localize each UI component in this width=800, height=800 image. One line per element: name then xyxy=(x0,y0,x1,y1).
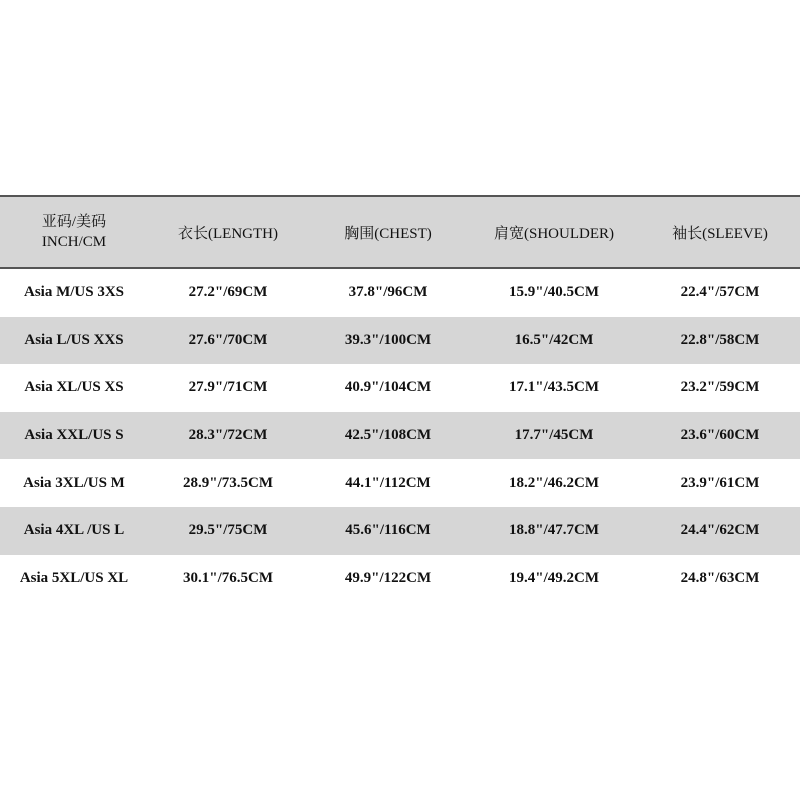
table-row xyxy=(0,459,800,507)
cell-size: Asia XL/US XS xyxy=(24,379,124,396)
cell-chest: 44.1"/112CM xyxy=(345,474,431,491)
cell-chest: 39.3"/100CM xyxy=(344,331,432,348)
cell-length: 27.6"/70CM xyxy=(188,331,268,348)
cell-sleeve: 23.2"/59CM xyxy=(680,379,760,396)
header-size xyxy=(0,212,148,252)
table-row xyxy=(0,364,800,412)
cell-sleeve: 24.4"/62CM xyxy=(680,522,760,539)
cell-shoulder: 15.9"/40.5CM xyxy=(509,284,599,301)
header-size-line2: INCH/CM xyxy=(41,234,107,250)
cell-chest: 45.6"/116CM xyxy=(345,522,431,539)
cell-chest: 37.8"/96CM xyxy=(348,284,428,301)
header-shoulder: 肩宽(SHOULDER) xyxy=(494,225,614,242)
table-row xyxy=(0,555,800,603)
table-row xyxy=(0,507,800,555)
cell-chest: 40.9"/104CM xyxy=(344,379,432,396)
cell-chest: 49.9"/122CM xyxy=(344,569,432,586)
cell-sleeve: 23.9"/61CM xyxy=(680,474,760,491)
cell-length: 28.9"/73.5CM xyxy=(183,474,273,491)
size-chart-table xyxy=(0,195,800,602)
cell-chest: 42.5"/108CM xyxy=(344,427,432,444)
header-length: 衣长(LENGTH) xyxy=(178,225,278,242)
table-row xyxy=(0,412,800,460)
cell-sleeve: 22.8"/58CM xyxy=(680,331,760,348)
cell-shoulder: 18.2"/46.2CM xyxy=(509,474,599,491)
table-row xyxy=(0,317,800,365)
cell-size: Asia M/US 3XS xyxy=(23,284,124,301)
table-header-row xyxy=(0,197,800,269)
cell-size: Asia 3XL/US M xyxy=(23,474,125,491)
cell-size: Asia XXL/US S xyxy=(24,427,124,444)
cell-sleeve: 22.4"/57CM xyxy=(680,284,760,301)
cell-length: 27.2"/69CM xyxy=(188,284,268,301)
cell-sleeve: 24.8"/63CM xyxy=(680,569,760,586)
cell-sleeve: 23.6"/60CM xyxy=(680,427,760,444)
cell-shoulder: 18.8"/47.7CM xyxy=(509,522,599,539)
cell-shoulder: 17.7"/45CM xyxy=(514,427,594,444)
cell-length: 30.1"/76.5CM xyxy=(183,569,273,586)
cell-shoulder: 17.1"/43.5CM xyxy=(509,379,599,396)
cell-size: Asia L/US XXS xyxy=(24,331,124,348)
cell-size: Asia 5XL/US XL xyxy=(19,569,129,586)
header-chest: 胸围(CHEST) xyxy=(344,225,432,242)
cell-shoulder: 19.4"/49.2CM xyxy=(509,569,599,586)
header-sleeve: 袖长(SLEEVE) xyxy=(672,225,768,242)
table-row xyxy=(0,269,800,317)
cell-length: 27.9"/71CM xyxy=(188,379,268,396)
cell-length: 28.3"/72CM xyxy=(188,427,268,444)
cell-shoulder: 16.5"/42CM xyxy=(514,331,594,348)
cell-size: Asia 4XL /US L xyxy=(23,522,125,539)
header-size-line1: 亚码/美码 xyxy=(41,214,107,230)
cell-length: 29.5"/75CM xyxy=(188,522,268,539)
